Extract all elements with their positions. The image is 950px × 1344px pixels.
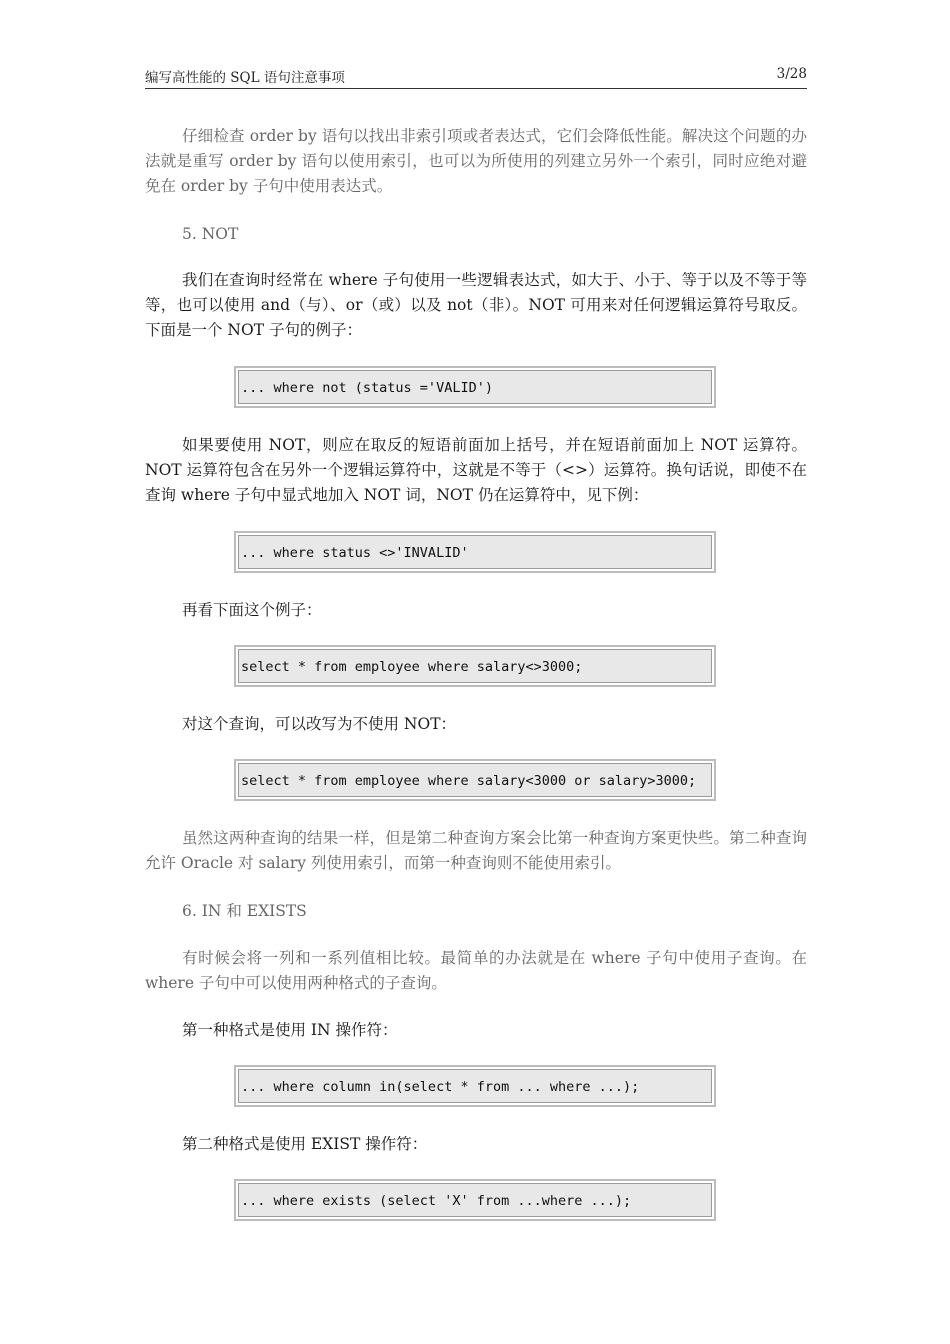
paragraph-subquery: 有时候会将一列和一系列值相比较。最简单的办法就是在 where 子句中使用子查询。在 where 子句中可以使用两种格式的子查询。 xyxy=(145,949,807,992)
header-page-number: 3/28 xyxy=(776,66,807,82)
paragraph-another-example: 再看下面这个例子： xyxy=(182,601,322,619)
paragraph-exists-format: 第二种格式是使用 EXIST 操作符： xyxy=(182,1135,428,1153)
code-block-exists xyxy=(234,1179,716,1221)
paragraph-not-operator: 如果要使用 NOT，则应在取反的短语前面加上括号，并在短语前面加上 NOT 运算符。NOT 运算符包含在另外一个逻辑运算符中，这就是不等于（<>）运算符。换句话说，即使不在查询 where 子句中显式地加入 NOT 词，NOT 仍在运算符中，见下例： xyxy=(145,436,807,504)
code-block-in xyxy=(234,1065,716,1107)
code-text: ... where exists (select 'X' from ...where ...); xyxy=(238,1183,712,1217)
code-text: select * from employee where salary<>3000; xyxy=(238,649,712,683)
code-block-salary-or xyxy=(234,759,716,801)
paragraph-not-intro: 我们在查询时经常在 where 子句使用一些逻辑表达式，如大于、小于、等于以及不等于等等，也可以使用 and（与）、or（或）以及 not（非）。NOT 可用来对任何逻辑运算符号取反。下面是一个 NOT 子句的例子： xyxy=(145,271,807,339)
code-block-salary-not-equal xyxy=(234,645,716,687)
code-text: ... where not (status ='VALID') xyxy=(238,370,712,404)
paragraph-performance: 虽然这两种查询的结果一样，但是第二种查询方案会比第一种查询方案更快些。第二种查询允许 Oracle 对 salary 列使用索引，而第一种查询则不能使用索引。 xyxy=(145,829,807,872)
page-header xyxy=(145,66,807,89)
paragraph-order-by: 仔细检查 order by 语句以找出非索引项或者表达式，它们会降低性能。解决这个问题的办法就是重写 order by 语句以使用索引，也可以为所使用的列建立另外一个索引，同时应绝对避免在 order by 子句中使用表达式。 xyxy=(145,127,807,195)
code-block-not-status xyxy=(234,366,716,408)
code-text: ... where column in(select * from ... where ...); xyxy=(238,1069,712,1103)
section-heading-in-exists: 6. IN 和 EXISTS xyxy=(182,902,307,920)
code-block-status-not-equal xyxy=(234,531,716,573)
code-text: ... where status <>'INVALID' xyxy=(238,535,712,569)
paragraph-in-format: 第一种格式是使用 IN 操作符： xyxy=(182,1021,398,1039)
section-heading-not: 5. NOT xyxy=(182,225,239,243)
paragraph-rewrite: 对这个查询，可以改写为不使用 NOT： xyxy=(182,715,457,733)
header-title: 编写高性能的 SQL 语句注意事项 xyxy=(145,70,345,86)
code-text: select * from employee where salary<3000 or salary>3000; xyxy=(238,763,712,797)
